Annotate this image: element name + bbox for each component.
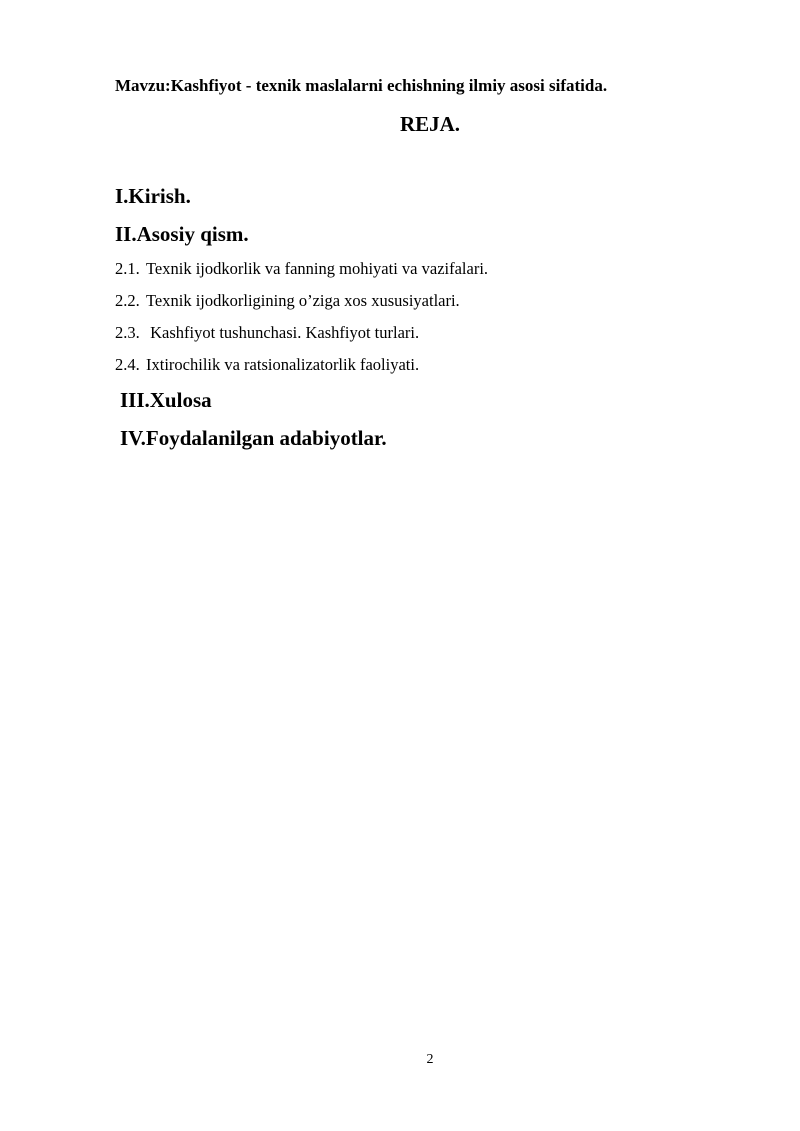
subsection-number: 2.2.: [115, 291, 140, 310]
subsection-text: Kashfiyot tushunchasi. Kashfiyot turlari.: [146, 323, 420, 342]
subsection-number: 2.4.: [115, 355, 140, 374]
section-conclusion: III.Xulosa: [120, 388, 212, 412]
subsection-item: [115, 259, 488, 279]
topic-heading: Mavzu:Kashfiyot - texnik maslalarni echishning ilmiy asosi sifatida.: [115, 76, 608, 95]
subsection-text: Texnik ijodkorligining o’ziga xos xususiyatlari.: [146, 291, 460, 310]
subsection-item: [115, 291, 460, 311]
subsection-number: 2.1.: [115, 259, 140, 278]
subsection-number: 2.3.: [115, 323, 140, 342]
subsection-item: [115, 355, 419, 375]
subsection-item: [115, 323, 419, 343]
page-number: 2: [426, 1052, 434, 1067]
subsection-text: Ixtirochilik va ratsionalizatorlik faoliyati.: [146, 355, 420, 374]
section-references: IV.Foydalanilgan adabiyotlar.: [120, 426, 387, 450]
subsection-text: Texnik ijodkorlik va fanning mohiyati va vazifalari.: [146, 259, 489, 278]
section-main-part: II.Asosiy qism.: [115, 222, 249, 246]
plan-title: REJA.: [399, 112, 461, 136]
section-introduction: I.Kirish.: [115, 184, 191, 208]
